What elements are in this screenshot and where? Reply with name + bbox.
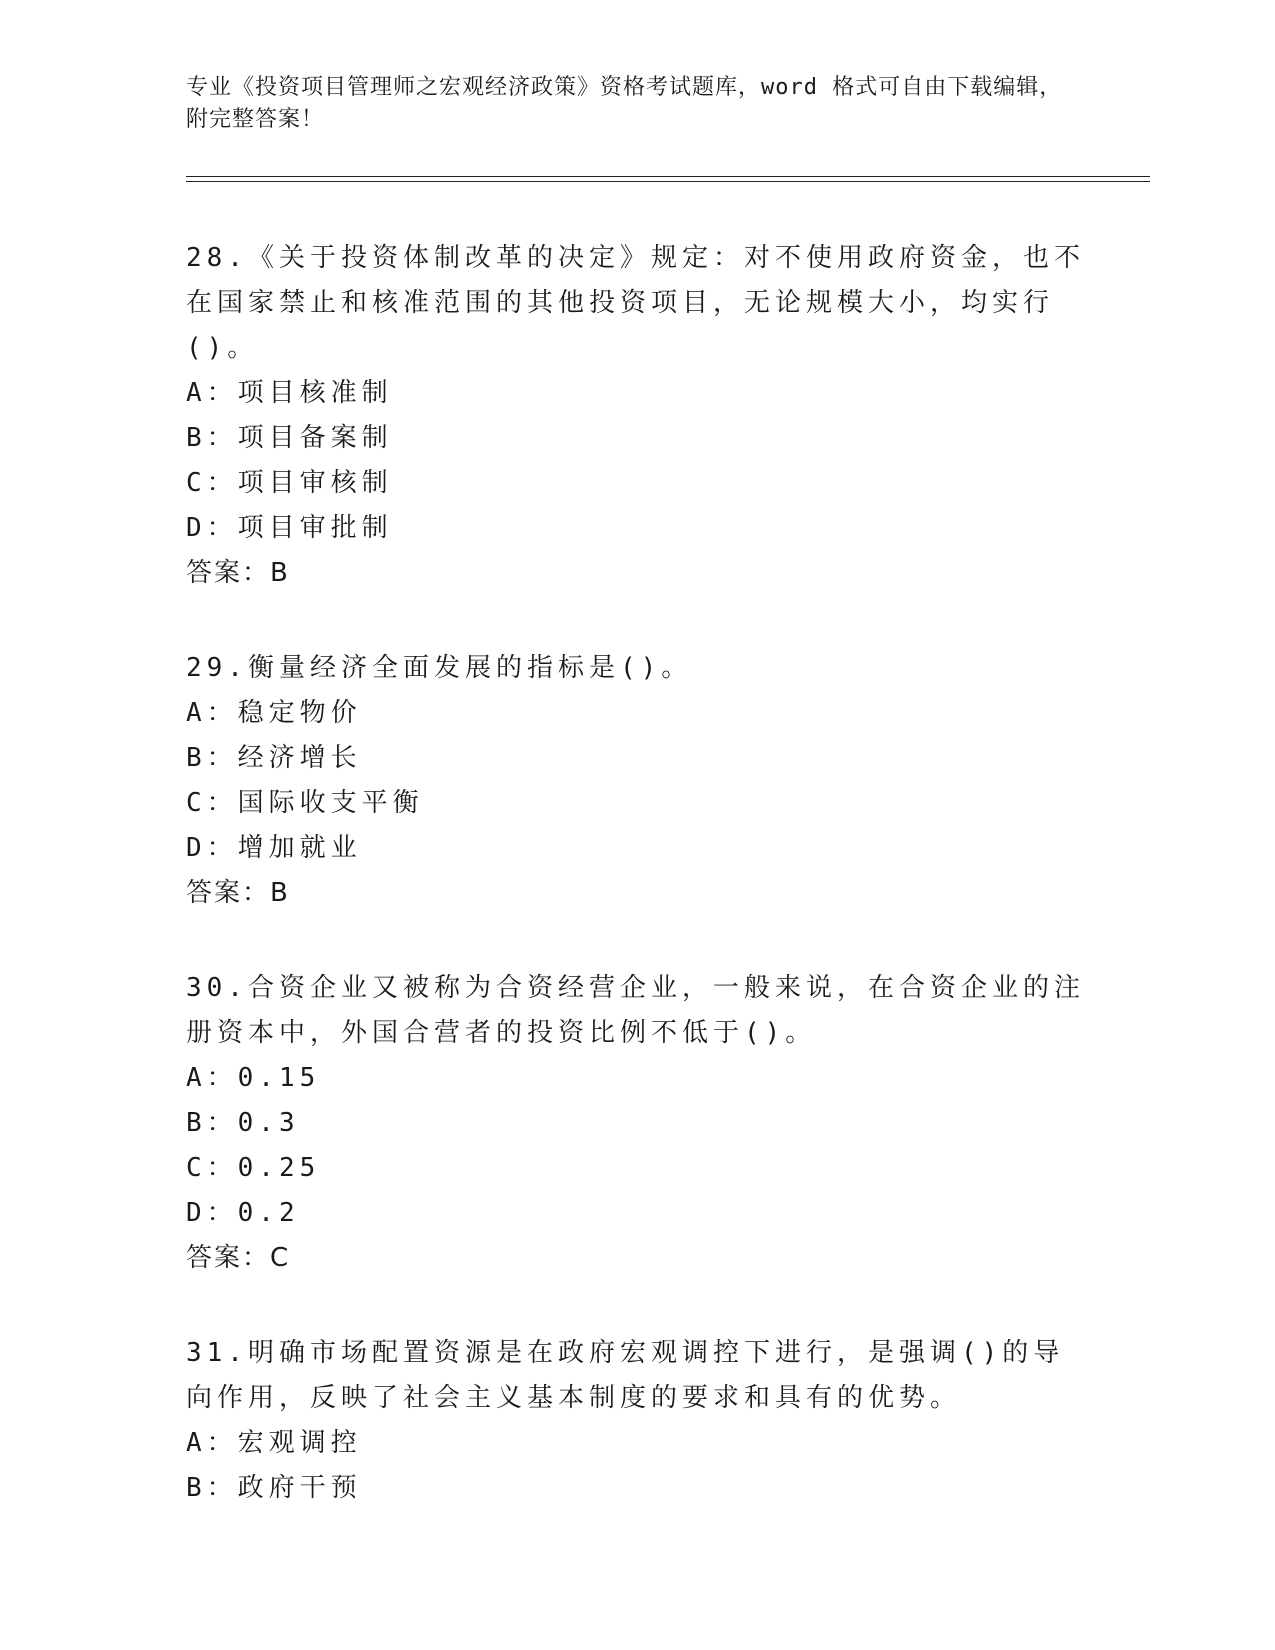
- question-stem: 30.合资企业又被称为合资经营企业，一般来说，在合资企业的注册资本中，外国合营者的投资比例不低于()。: [186, 973, 1085, 1048]
- option-c: C：项目审核制: [186, 468, 393, 498]
- option-d: D：0.2: [186, 1198, 300, 1228]
- document-header: 专业《投资项目管理师之宏观经济政策》资格考试题库，word 格式可自由下载编辑，附完整答案！: [186, 75, 1063, 132]
- header-divider-bottom: [186, 181, 1150, 182]
- question-28: [186, 236, 1086, 596]
- question-29: [186, 646, 1086, 916]
- option-c: C：国际收支平衡: [186, 788, 424, 818]
- option-a: A：项目核准制: [186, 378, 393, 408]
- option-a: A：宏观调控: [186, 1428, 362, 1458]
- option-b: B：项目备案制: [186, 423, 393, 453]
- option-b: B：经济增长: [186, 743, 362, 773]
- question-stem: 31.明确市场配置资源是在政府宏观调控下进行，是强调()的导向作用，反映了社会主义基本制度的要求和具有的优势。: [186, 1338, 1065, 1413]
- option-a: A：0.15: [186, 1063, 321, 1093]
- option-a: A：稳定物价: [186, 698, 362, 728]
- option-d: D：项目审批制: [186, 513, 393, 543]
- answer-label: 答案：B: [186, 558, 290, 588]
- question-30: [186, 966, 1086, 1281]
- question-31: [186, 1331, 1086, 1511]
- option-b: B：政府干预: [186, 1473, 362, 1503]
- question-stem: 29.衡量经济全面发展的指标是()。: [186, 653, 693, 683]
- question-stem: 28.《关于投资体制改革的决定》规定：对不使用政府资金，也不在国家禁止和核准范围的其他投资项目，无论规模大小，均实行()。: [186, 243, 1085, 363]
- answer-label: 答案：B: [186, 878, 290, 908]
- header-divider-top: [186, 176, 1150, 177]
- question-list: [186, 236, 1086, 1561]
- answer-label: 答案：C: [186, 1243, 291, 1273]
- option-b: B：0.3: [186, 1108, 300, 1138]
- option-c: C：0.25: [186, 1153, 321, 1183]
- option-d: D：增加就业: [186, 833, 362, 863]
